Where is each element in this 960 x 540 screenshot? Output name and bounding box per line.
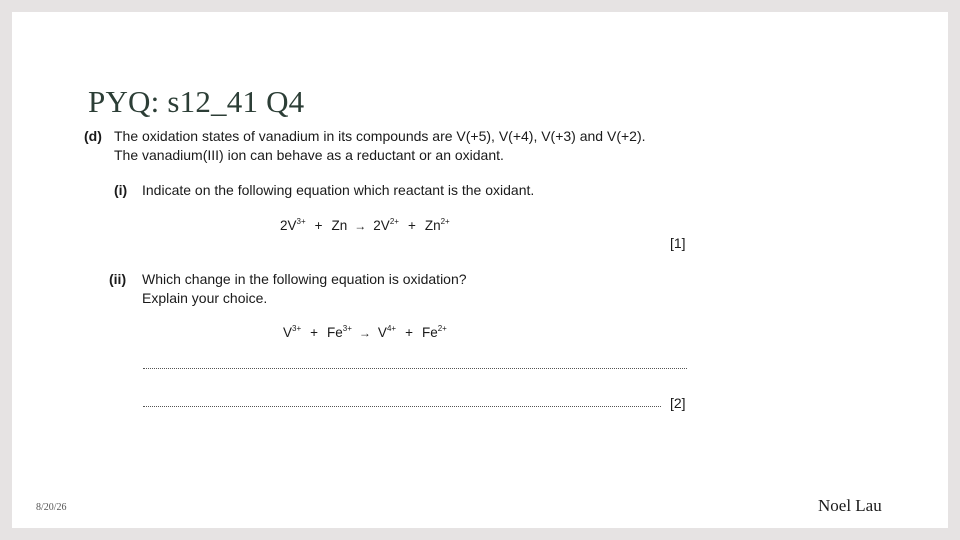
equation-i (280, 217, 450, 233)
sub-ii-text-line-2: Explain your choice. (142, 290, 268, 306)
reaction-arrow-icon: → (354, 219, 367, 233)
intro-line-1: The oxidation states of vanadium in its compounds are V(+5), V(+4), V(+3) and V(+2). (114, 128, 646, 144)
eq-i-reactant-1: 2V (280, 218, 297, 233)
intro-line-2: The vanadium(III) ion can behave as a reductant or an oxidant. (114, 147, 504, 163)
eq-ii-plus-1: + (310, 325, 319, 340)
eq-ii-product-2-charge: 2+ (437, 324, 447, 333)
sub-label-i: (i) (114, 182, 128, 198)
sub-label-ii: (ii) (109, 271, 127, 287)
slide-author: Noel Lau (818, 496, 882, 515)
eq-ii-reactant-1-charge: 3+ (292, 324, 302, 333)
eq-i-plus-2: + (407, 218, 416, 233)
eq-i-product-2: Zn (424, 218, 441, 233)
eq-ii-product-1-charge: 4+ (386, 324, 397, 333)
eq-ii-reactant-2-charge: 3+ (342, 324, 352, 333)
eq-i-product-1-charge: 2+ (389, 217, 399, 226)
slide-date: 8/20/26 (36, 502, 67, 513)
eq-i-product-2-charge: 2+ (440, 217, 450, 226)
eq-ii-reactant-2: Fe (327, 325, 343, 340)
answer-line-1 (143, 368, 687, 369)
sub-i-text: Indicate on the following equation which reactant is the oxidant. (142, 182, 535, 198)
part-label-d: (d) (84, 128, 102, 144)
equation-ii (283, 324, 447, 340)
slide (12, 12, 948, 528)
answer-line-2 (143, 406, 661, 407)
eq-ii-product-1: V (377, 325, 387, 340)
reaction-arrow-icon: → (358, 326, 371, 340)
eq-ii-reactant-1: V (283, 325, 293, 340)
eq-i-reactant-1-charge: 3+ (296, 217, 306, 226)
slide-title: PYQ: s12_41 Q4 (88, 84, 305, 119)
eq-i-plus-1: + (314, 218, 323, 233)
sub-ii-text-line-1: Which change in the following equation is oxidation? (142, 271, 467, 287)
eq-ii-plus-2: + (405, 325, 413, 340)
eq-i-reactant-2: Zn (331, 218, 348, 233)
marks-ii: [2] (670, 395, 686, 411)
eq-ii-product-2: Fe (421, 325, 438, 340)
eq-i-product-1: 2V (373, 218, 390, 233)
marks-i: [1] (670, 235, 686, 251)
